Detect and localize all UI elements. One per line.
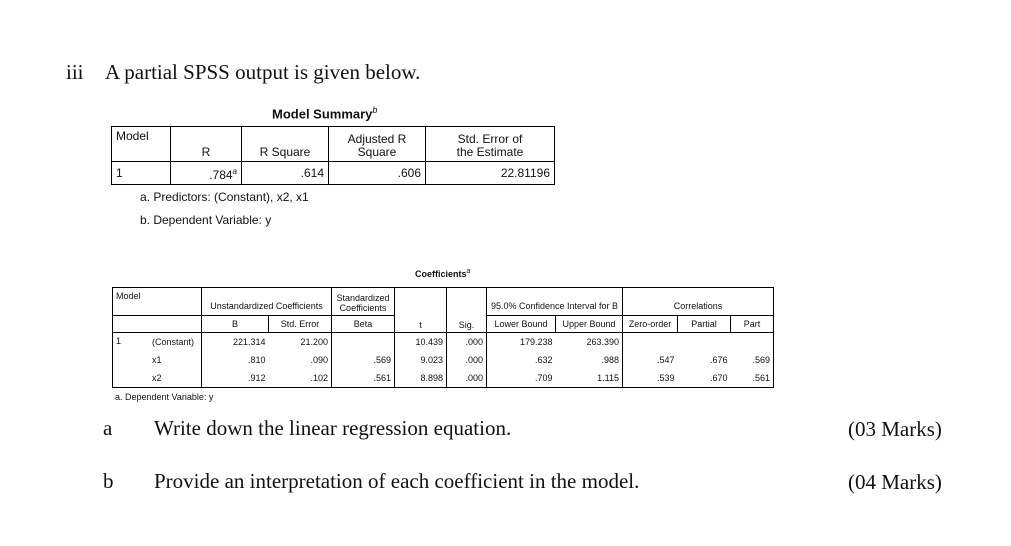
- coef-header-model: Model: [113, 288, 202, 316]
- coef-header-std-error: Std. Error: [269, 316, 332, 333]
- task-a-text: Write down the linear regression equation.: [154, 416, 512, 440]
- table-row: [113, 333, 774, 351]
- coef-row-name: x1: [152, 355, 162, 366]
- row-r-square: .614: [242, 162, 329, 185]
- table-row: [113, 369, 774, 387]
- task-a-letter: a: [103, 416, 113, 440]
- coef-header-unstandardized: Unstandardized Coefficients: [202, 288, 332, 316]
- coef-cell-sig: .000: [447, 351, 487, 369]
- coef-cell-t: 10.439: [395, 333, 447, 351]
- coef-cell-b: .810: [202, 351, 269, 369]
- task-b-letter: b: [103, 469, 114, 493]
- question-number: iii: [66, 60, 84, 84]
- coef-header-lower: Lower Bound: [487, 316, 556, 333]
- coef-row-name: x2: [149, 369, 202, 387]
- coef-cell-sig: .000: [447, 333, 487, 351]
- coef-header-part: Part: [731, 316, 774, 333]
- row-model: 1: [112, 162, 171, 185]
- task-b-marks: (04 Marks): [848, 470, 942, 494]
- coef-cell-se: .090: [310, 355, 328, 366]
- row-r: .784$^a$: [171, 162, 242, 185]
- coef-cell-b: .912: [202, 369, 269, 387]
- coef-cell-upper: 1.115: [556, 369, 623, 387]
- footnote-dependent: b. Dependent Variable: y: [140, 213, 272, 227]
- coefficients-title: Coefficients$^a$: [415, 268, 471, 279]
- coef-header-ci: 95.0% Confidence Interval for B: [487, 288, 623, 316]
- row-adjusted-r-square: .606: [329, 162, 426, 185]
- coef-header-standardized: Standardized Coefficients: [332, 288, 395, 316]
- header-std-error: Std. Error of the Estimate: [426, 127, 555, 162]
- row-std-error: 22.81196: [426, 162, 555, 185]
- coef-cell-part: .569: [731, 351, 774, 369]
- header-adjusted-r-square: Adjusted R Square: [329, 127, 426, 162]
- coef-cell-upper: 263.390: [586, 337, 619, 348]
- coef-cell-lower: .632: [487, 351, 556, 369]
- coef-header-zero-order: Zero-order: [623, 316, 678, 333]
- coef-header-sig: Sig.: [447, 288, 487, 333]
- coef-cell-se: .102: [269, 369, 332, 387]
- coef-cell-t: 8.898: [395, 369, 447, 387]
- coef-model-number: 1: [113, 333, 150, 388]
- coef-cell-t: 9.023: [395, 351, 447, 369]
- coef-cell-b: 221.314: [202, 333, 269, 351]
- coef-header-correlations: Correlations: [623, 288, 774, 316]
- coef-header-partial: Partial: [678, 316, 731, 333]
- coef-cell-sig: .000: [447, 369, 487, 387]
- model-summary-title: Model Summary$^b$: [272, 105, 378, 122]
- table-row: [113, 351, 774, 369]
- coef-cell-partial: .676: [709, 355, 728, 366]
- coef-header-beta: Beta: [332, 316, 395, 333]
- coef-cell-zero: [623, 333, 678, 351]
- coef-cell-partial: .670: [678, 369, 731, 387]
- coef-cell-beta: .569: [332, 351, 395, 369]
- coefficients-table: [112, 287, 774, 388]
- footnote-predictors: a. Predictors: (Constant), x2, x1: [140, 190, 309, 204]
- header-r-square: R Square: [242, 127, 329, 162]
- coef-cell-lower: .709: [487, 369, 556, 387]
- header-r: R: [171, 127, 242, 162]
- coef-cell-zero: .539: [623, 369, 678, 387]
- coef-header-t: t: [395, 288, 447, 333]
- coef-cell-part: [731, 333, 774, 351]
- question-intro: A partial SPSS output is given below.: [105, 60, 421, 84]
- coef-cell-se: 21.200: [300, 337, 328, 348]
- coef-header-b: B: [202, 316, 269, 333]
- coef-cell-lower: 179.238: [487, 333, 556, 351]
- coef-cell-beta: [332, 333, 395, 351]
- header-model: Model: [112, 127, 171, 162]
- coef-cell-beta: .561: [332, 369, 395, 387]
- coefficients-footnote: a. Dependent Variable: y: [115, 392, 214, 402]
- coef-row-name: (Constant): [152, 337, 195, 348]
- coef-cell-part: .561: [731, 369, 774, 387]
- model-summary-table: [111, 126, 555, 185]
- task-b-text: Provide an interpretation of each coefficient in the model.: [154, 469, 640, 493]
- coef-cell-upper: .988: [601, 355, 619, 366]
- task-a-marks: (03 Marks): [848, 417, 942, 441]
- coef-cell-zero: .547: [623, 351, 678, 369]
- coef-header-upper: Upper Bound: [556, 316, 623, 333]
- coef-cell-partial: [678, 333, 731, 351]
